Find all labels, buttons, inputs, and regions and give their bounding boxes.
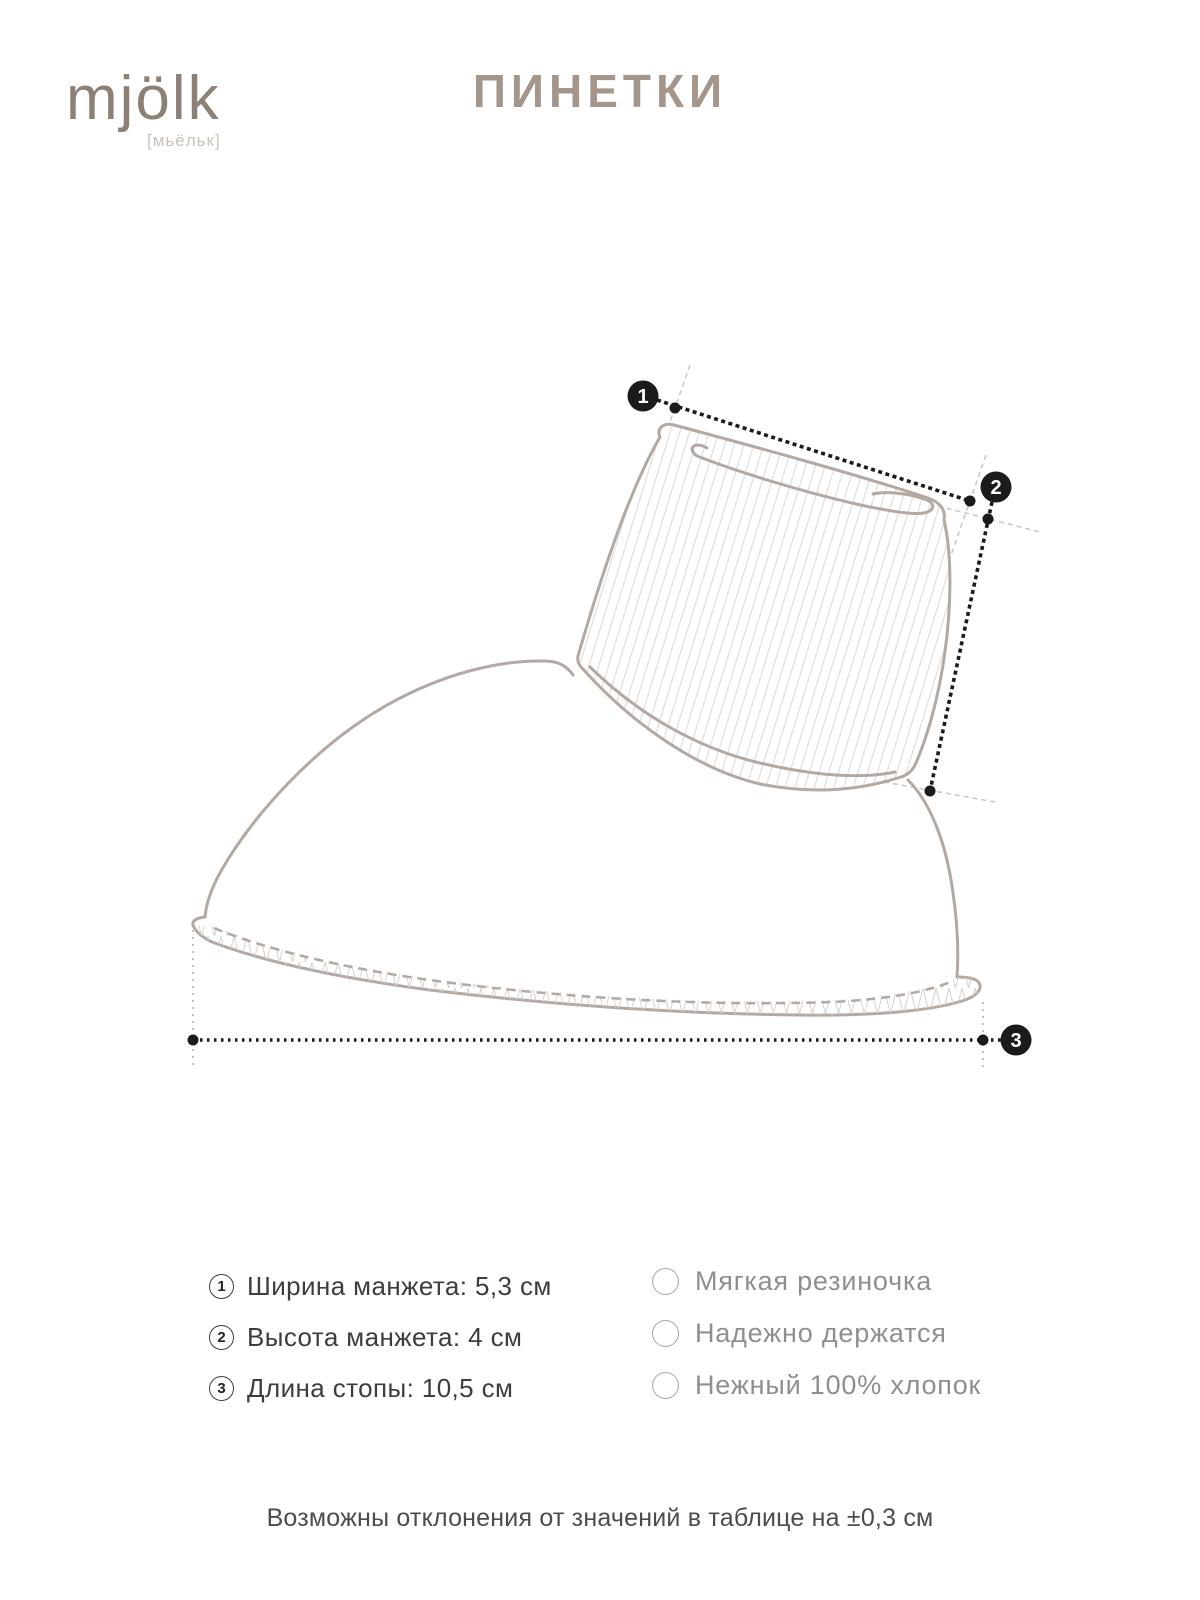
page-title: ПИНЕТКИ (472, 65, 728, 117)
legend-label: Высота манжета: 4 см (247, 1322, 523, 1352)
feature-row-cotton (652, 1359, 981, 1411)
feature-row-secure-fit (652, 1307, 981, 1359)
feature-list (652, 1255, 981, 1411)
callout-2-number: 2 (990, 477, 1002, 499)
feature-bullet-circle (652, 1320, 679, 1347)
legend-label: Ширина манжета: 5,3 см (247, 1271, 552, 1301)
bootie-cuff (578, 424, 950, 790)
legend-number-badge: 1 (209, 1274, 234, 1299)
feature-row-soft-elastic (652, 1255, 981, 1307)
legend-label: Длина стопы: 10,5 см (247, 1373, 514, 1403)
callout-1-badge (628, 381, 659, 412)
tolerance-footnote: Возможны отклонения от значений в таблице на ±0,3 см (266, 1504, 934, 1532)
brand-logo-subtitle: [мьёльк] (147, 130, 221, 150)
feature-bullet-circle (652, 1268, 679, 1295)
measurement-legend (209, 1261, 552, 1414)
callout-3-number: 3 (1010, 1030, 1022, 1052)
feature-label: Нежный 100% хлопок (695, 1369, 982, 1400)
legend-row-cuff-height (209, 1312, 552, 1363)
callout-2-badge (981, 472, 1012, 503)
feature-label: Надежно держатся (695, 1317, 947, 1348)
brand-logo: mjölk (66, 64, 221, 133)
legend-row-foot-length (209, 1363, 552, 1414)
legend-row-cuff-width (209, 1261, 552, 1312)
body-back-line (908, 780, 958, 977)
legend-number-badge: 2 (209, 1325, 234, 1350)
callout-1-number: 1 (637, 386, 649, 408)
feature-label: Мягкая резиночка (695, 1265, 933, 1296)
feature-bullet-circle (652, 1372, 679, 1399)
legend-number-badge: 3 (209, 1376, 234, 1401)
callout-3-badge (1001, 1025, 1032, 1056)
body-instep-line (205, 661, 573, 917)
